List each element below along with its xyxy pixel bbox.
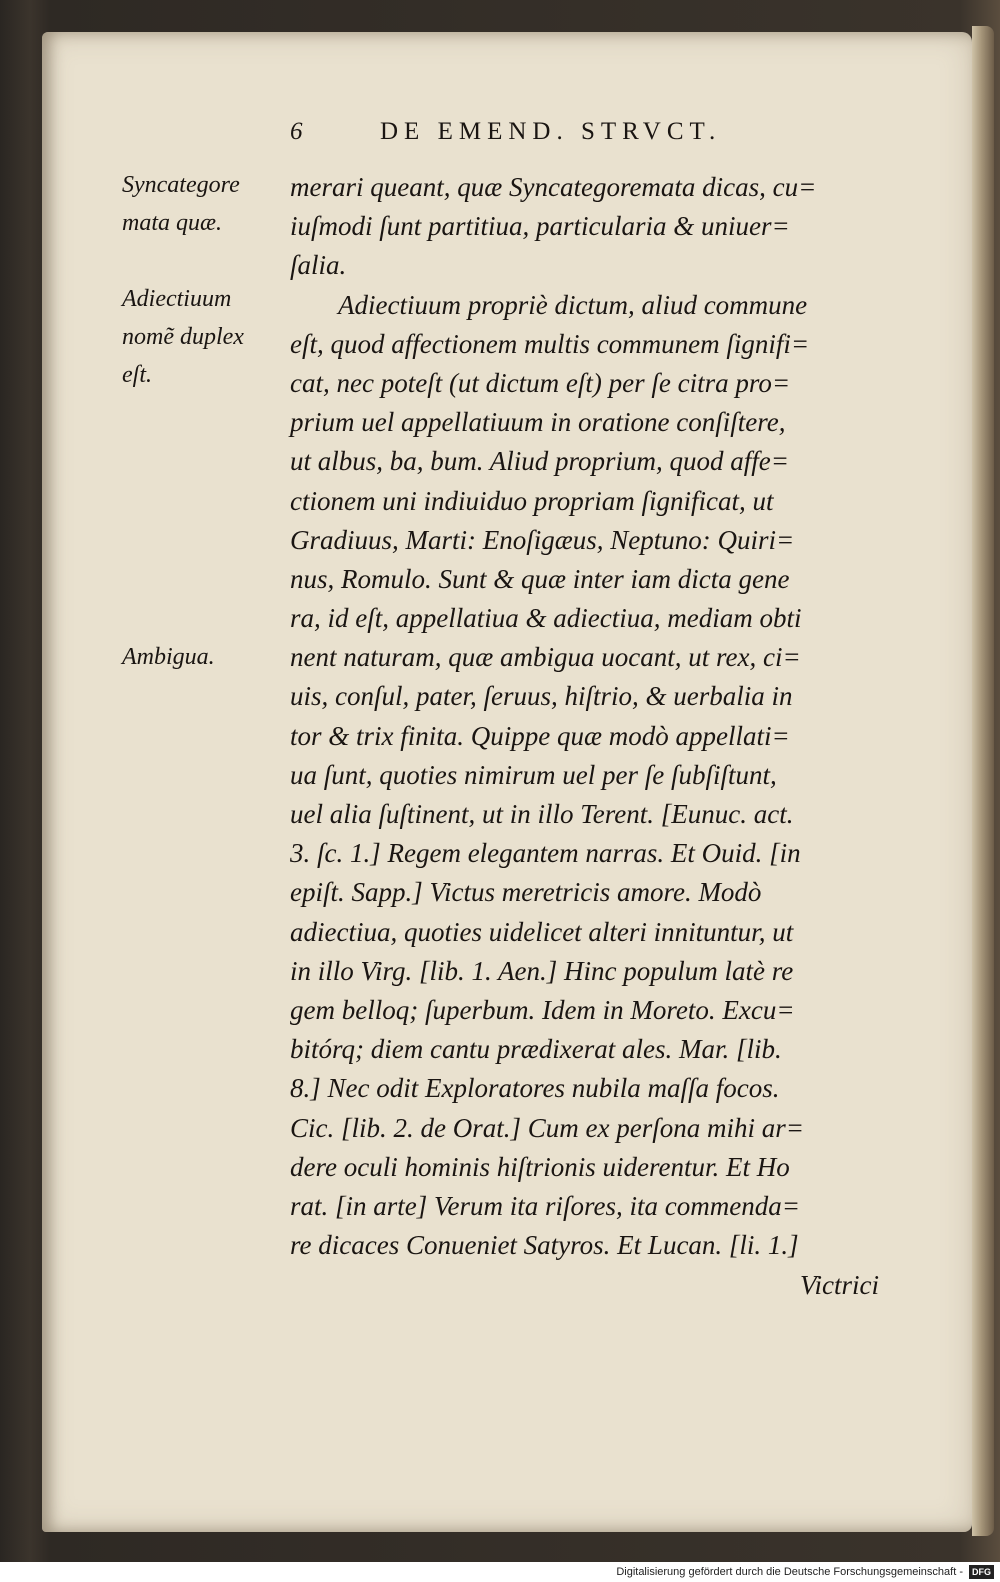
text-line: re dicaces Conueniet Satyros. Et Lucan. [li. 1.] xyxy=(290,1230,799,1261)
text-line: 8.] Nec odit Exploratores nubila maſſa focos. xyxy=(290,1073,780,1104)
margin-note-syncategoremata: Syncategore mata quæ. xyxy=(122,172,240,236)
text-line: adiectiua, quoties uidelicet alteri innituntur, ut xyxy=(290,916,794,947)
text-line: gem belloq; ſuperbum. Idem in Moreto. Excu= xyxy=(290,994,795,1025)
text-line: dere oculi hominis hiſtrionis uiderentur. Et Ho xyxy=(290,1151,790,1182)
text-line: Gradiuus, Marti: Enoſigæus, Neptuno: Quiri= xyxy=(290,524,795,555)
margin-note-adiectiuum: Adiectiuum nomẽ duplex eſt. xyxy=(122,286,244,388)
catchword: Victrici xyxy=(800,1270,879,1300)
text-line: nent naturam, quæ ambigua uocant, ut rex, ci= xyxy=(290,642,801,673)
body-text xyxy=(290,168,910,1265)
text-line: ctionem uni indiuiduo propriam ſignificat, ut xyxy=(290,485,774,516)
text-line: nus, Romulo. Sunt & quæ inter iam dicta gene xyxy=(290,563,790,594)
text-line: ua ſunt, quoties nimirum uel per ſe ſubſiſtunt, xyxy=(290,759,777,790)
running-title: DE EMEND. STRVCT. xyxy=(380,118,722,145)
text-line: Adiectiuum propriè dictum, aliud commune xyxy=(338,289,808,320)
text-line: rat. [in arte] Verum ita riſores, ita commenda= xyxy=(290,1190,800,1221)
text-line: ra, id eſt, appellatiua & adiectiua, mediam obti xyxy=(290,603,802,634)
page-edge xyxy=(972,26,994,1536)
text-line: 3. ſc. 1.] Regem elegantem narras. Et Ouid. [in xyxy=(290,838,801,869)
dfg-logo: DFG xyxy=(969,1565,994,1579)
text-line: prium uel appellatiuum in oratione conſiſtere, xyxy=(290,407,786,438)
text-line: uis, conſul, pater, ſeruus, hiſtrio, & uerbalia in xyxy=(290,681,793,712)
footer-credit: Digitalisierung gefördert durch die Deutsche Forschungsgemeinschaft - xyxy=(616,1566,963,1578)
text-line: iuſmodi ſunt partitiua, particularia & uniuer= xyxy=(290,211,790,242)
text-line: ſalia. xyxy=(290,250,347,281)
text-line: eſt, quod affectionem multis communem ſignifi= xyxy=(290,328,810,359)
text-line: ut albus, ba, bum. Aliud proprium, quod affe= xyxy=(290,446,789,477)
margin-note-ambigua: Ambigua. xyxy=(122,644,215,670)
text-line: merari queant, quæ Syncategoremata dicas, cu= xyxy=(290,172,817,202)
text-line: tor & trix finita. Quippe quæ modò appellati= xyxy=(290,720,790,751)
page-number: 6 xyxy=(290,118,309,145)
text-line: cat, nec poteſt (ut dictum eſt) per ſe citra pro= xyxy=(290,367,791,398)
text-line: epiſt. Sapp.] Victus meretricis amore. Modò xyxy=(290,877,762,908)
text-line: Cic. [lib. 2. de Orat.] Cum ex perſona mihi ar= xyxy=(290,1112,804,1143)
digitization-footer xyxy=(0,1562,1000,1582)
text-line: bitórq; diem cantu prædixerat ales. Mar. [lib. xyxy=(290,1034,782,1065)
text-line: uel alia ſuſtinent, ut in illo Terent. [Eunuc. act. xyxy=(290,799,794,829)
text-line: in illo Virg. [lib. 1. Aen.] Hinc populum latè re xyxy=(290,955,794,986)
